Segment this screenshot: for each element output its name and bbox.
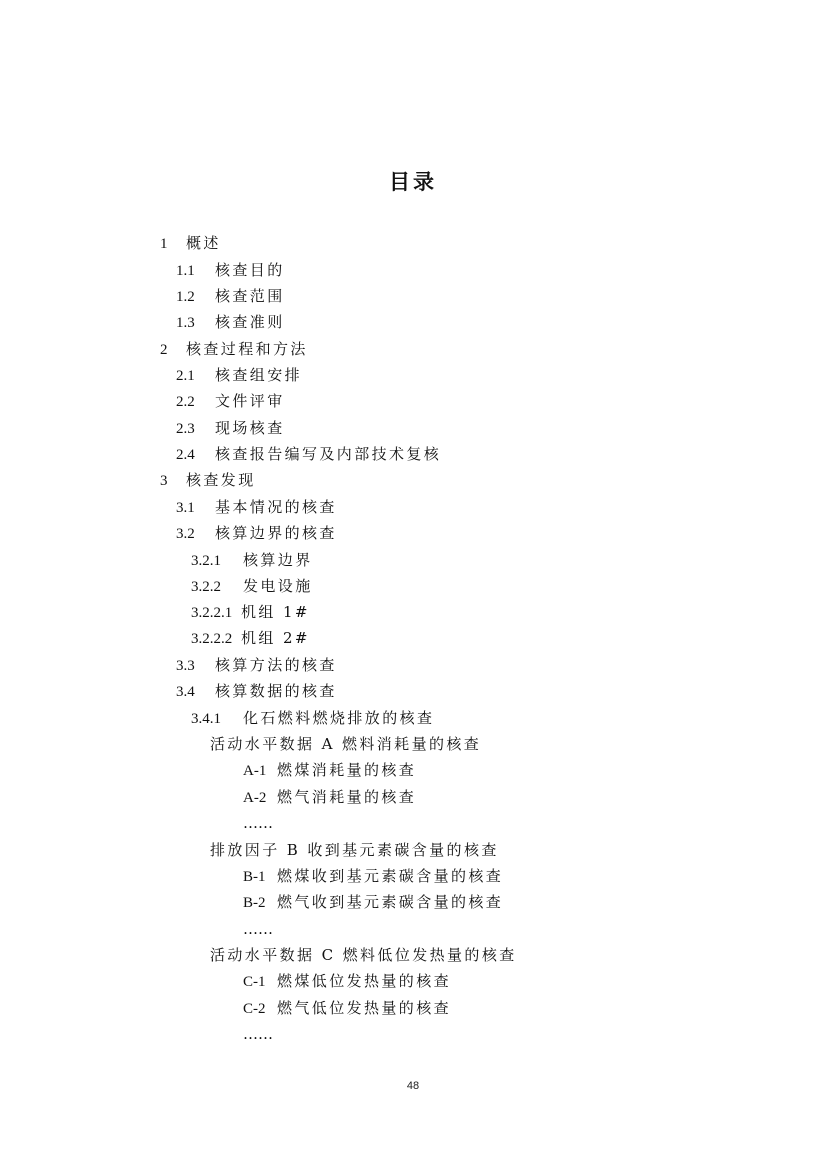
toc-entry-title: 核查过程和方法 (186, 340, 308, 358)
toc-entry-title: 活动水平数据 C 燃料低位发热量的核查 (210, 946, 517, 964)
toc-entry-number: 1.3 (176, 315, 195, 331)
toc-entry-number: C-1 (243, 974, 266, 990)
toc-entry-title: 机组 1# (241, 603, 310, 621)
toc-entry[interactable] (243, 969, 451, 993)
toc-entry-number: 1 (160, 236, 168, 252)
toc-entry[interactable] (160, 231, 221, 255)
toc-entry[interactable] (176, 679, 337, 703)
toc-entry-title: 核算边界 (243, 551, 313, 569)
toc-entry[interactable] (176, 653, 337, 677)
toc-entry[interactable] (243, 864, 503, 888)
toc-entry-number: 3 (160, 473, 168, 489)
toc-entry-title: 现场核查 (215, 419, 285, 437)
toc-entry-title: 燃气收到基元素碳含量的核查 (277, 893, 504, 911)
toc-entry-number: B-2 (243, 895, 266, 911)
toc-entry-number: 3.2.2.2 (191, 631, 233, 647)
toc-entry[interactable] (210, 732, 481, 756)
toc-entry[interactable] (160, 337, 308, 361)
toc-entry[interactable] (191, 626, 310, 650)
toc-ellipsis (243, 811, 273, 835)
toc-entry-title: 核查范围 (215, 287, 285, 305)
toc-entry-title: 核算方法的核查 (215, 656, 337, 674)
toc-entry-number: 3.4 (176, 684, 195, 700)
toc-entry[interactable] (243, 996, 451, 1020)
toc-entry-title: …… (243, 1025, 273, 1043)
toc-entry[interactable] (176, 389, 285, 413)
toc-entry[interactable] (243, 890, 503, 914)
toc-entry[interactable] (176, 363, 302, 387)
toc-entry[interactable] (191, 574, 313, 598)
toc-entry[interactable] (176, 310, 285, 334)
toc-entry-title: 核查目的 (215, 261, 285, 279)
toc-entry-title: 核查组安排 (215, 366, 303, 384)
toc-entry[interactable] (210, 838, 499, 862)
toc-entry-title: 机组 2# (241, 629, 310, 647)
toc-entry-title: 排放因子 B 收到基元素碳含量的核查 (210, 841, 499, 859)
toc-entry[interactable] (243, 758, 416, 782)
toc-entry-number: 3.4.1 (191, 711, 221, 727)
toc-entry-number: 2.2 (176, 394, 195, 410)
toc-entry-title: …… (243, 920, 273, 938)
toc-entry-number: B-1 (243, 869, 266, 885)
toc-entry-title: 燃气低位发热量的核查 (277, 999, 452, 1017)
toc-entry-number: 1.2 (176, 289, 195, 305)
toc-entry-number: 3.3 (176, 658, 195, 674)
toc-entry-number: A-1 (243, 763, 267, 779)
toc-entry-title: 概述 (186, 234, 221, 252)
toc-entry[interactable] (176, 258, 285, 282)
toc-entry-title: 活动水平数据 A 燃料消耗量的核查 (210, 735, 482, 753)
toc-entry-number: C-2 (243, 1001, 266, 1017)
toc-entry-title: 核查准则 (215, 313, 285, 331)
page-number: 48 (406, 1080, 420, 1092)
toc-entry-number: A-2 (243, 790, 267, 806)
toc-entry[interactable] (176, 521, 337, 545)
toc-entry[interactable] (191, 548, 313, 572)
toc-entry[interactable] (176, 442, 441, 466)
toc-entry-title: 核算边界的核查 (215, 524, 337, 542)
toc-entry-title: 基本情况的核查 (215, 498, 337, 516)
toc-entry-title: …… (243, 814, 273, 832)
toc-entry[interactable] (160, 468, 256, 492)
toc-ellipsis (243, 917, 273, 941)
toc-entry-number: 1.1 (176, 263, 195, 279)
toc-entry-title: 燃煤消耗量的核查 (277, 761, 417, 779)
toc-entry[interactable] (191, 600, 310, 624)
toc-entry[interactable] (176, 416, 285, 440)
toc-entry-number: 3.2.2 (191, 579, 221, 595)
toc-entry[interactable] (176, 284, 285, 308)
toc-entry-number: 3.2.1 (191, 553, 221, 569)
toc-entry-title: 核查发现 (186, 471, 256, 489)
toc-entry-number: 2.1 (176, 368, 195, 384)
toc-entry-number: 2.4 (176, 447, 195, 463)
toc-entry[interactable] (191, 706, 434, 730)
toc-entry-title: 核查报告编写及内部技术复核 (215, 445, 442, 463)
toc-entry-title: 燃气消耗量的核查 (277, 788, 417, 806)
toc-entry-title: 化石燃料燃烧排放的核查 (243, 709, 435, 727)
toc-ellipsis (243, 1022, 273, 1046)
toc-entry-title: 核算数据的核查 (215, 682, 337, 700)
toc-entry-title: 文件评审 (215, 392, 285, 410)
toc-entry-number: 3.2 (176, 526, 195, 542)
toc-entry[interactable] (243, 785, 416, 809)
toc-entry-title: 发电设施 (243, 577, 313, 595)
toc-entry[interactable] (210, 943, 517, 967)
toc-entry-number: 2 (160, 342, 168, 358)
page-title: 目录 (389, 170, 437, 194)
toc-entry-number: 3.2.2.1 (191, 605, 233, 621)
toc-entry-title: 燃煤低位发热量的核查 (277, 972, 452, 990)
toc-entry-number: 3.1 (176, 500, 195, 516)
toc-entry-title: 燃煤收到基元素碳含量的核查 (277, 867, 504, 885)
toc-entry[interactable] (176, 495, 337, 519)
toc-entry-number: 2.3 (176, 421, 195, 437)
